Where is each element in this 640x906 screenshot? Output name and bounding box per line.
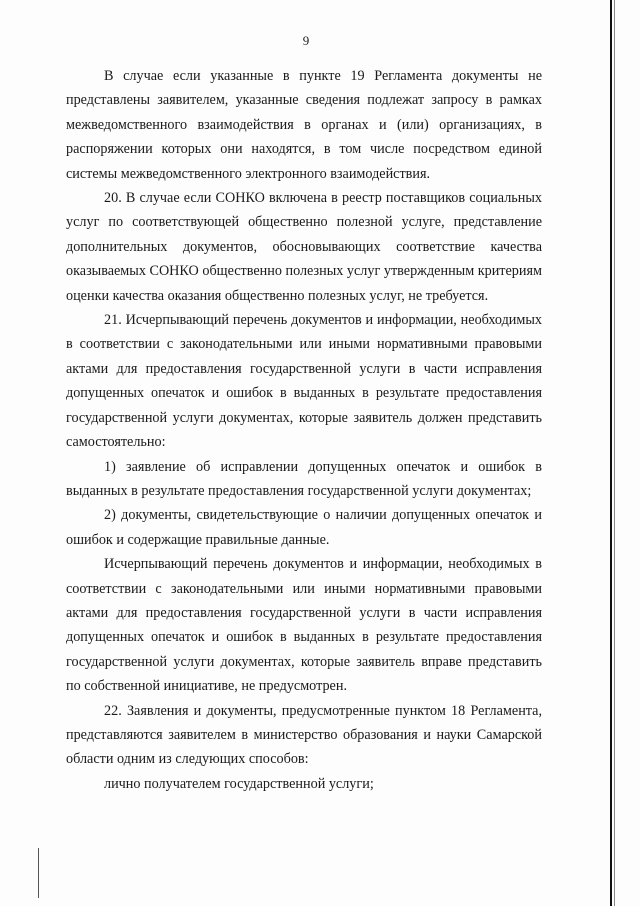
scan-edge-line: [610, 0, 612, 906]
list-item-1: 1) заявление об исправлении допущенных опечаток и ошибок в выданных в результате предоставления государственной услуги документах;: [66, 458, 542, 499]
page-number: 9: [302, 33, 310, 48]
list-item-2: 2) документы, свидетельствующие о наличии допущенных опечаток и ошибок и содержащие правильные данные.: [66, 507, 542, 548]
paragraph-interagency-request: В случае если указанные в пункте 19 Регламента документы не представлены заявителем, указанные сведения подлежат запросу в рамках межведомственного взаимодействия в органах и (или) организациях, в распоряжении которых они находятся, в том числе посредством единой системы межведомственного электронного взаимодействия.: [66, 68, 542, 182]
paragraph-in-person: лично получателем государственной услуги;: [104, 775, 374, 792]
paragraph-20: 20. В случае если СОНКО включена в реестр поставщиков социальных услуг по соответствующей общественно полезной услуге, представление дополнительных документов, обосновывающих соответствие качества оказываемых СОНКО общественно полезных услуг утвержденным критериям оценки качества оказания общественно полезных услуг, не требуется.: [66, 190, 542, 304]
document-body: [66, 64, 542, 796]
scan-edge-shadow: [614, 0, 615, 906]
scan-mark: [38, 848, 39, 898]
paragraph-exhaustive-list: Исчерпывающий перечень документов и информации, необходимых в соответствии с законодательными или иными нормативными правовыми актами для предоставления государственной услуги в части исправления допущенных опечаток и ошибок в выданных в результате предоставления государственной услуги документах, которые заявитель вправе представить по собственной инициативе, не предусмотрен.: [66, 556, 542, 695]
paragraph-22: 22. Заявления и документы, предусмотренные пунктом 18 Регламента, представляются заявителем в министерство образования и науки Самарской области одним из следующих способов:: [66, 702, 542, 768]
paragraph-21: 21. Исчерпывающий перечень документов и информации, необходимых в соответствии с законодательными или иными нормативными правовыми актами для предоставления государственной услуги в части исправления допущенных опечаток и ошибок в выданных в результате предоставления государственной услуги документах, которые заявитель должен представить самостоятельно:: [66, 312, 542, 451]
